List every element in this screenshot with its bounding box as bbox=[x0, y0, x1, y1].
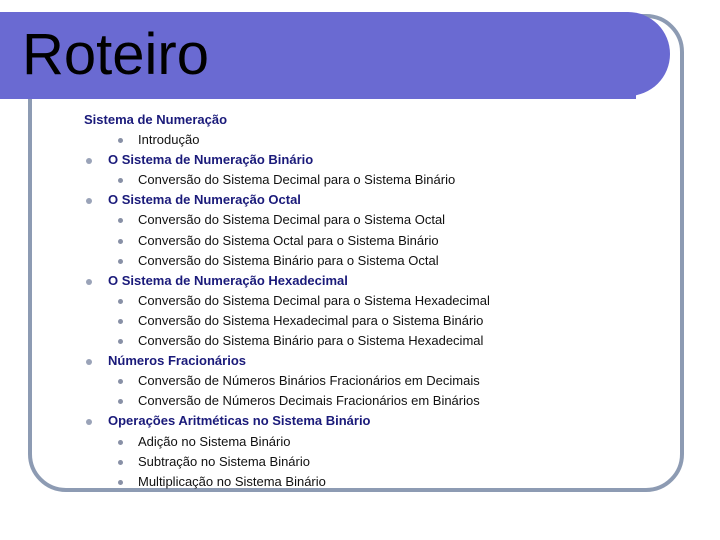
outline-text: Conversão do Sistema Binário para o Sistema Hexadecimal bbox=[138, 333, 484, 349]
outline-text: O Sistema de Numeração Octal bbox=[108, 192, 301, 208]
outline-list bbox=[82, 110, 682, 492]
bullet-dot-icon bbox=[118, 399, 123, 404]
outline-subitem bbox=[82, 170, 682, 190]
outline-text: Conversão de Números Decimais Fracionários em Binários bbox=[138, 393, 480, 409]
bullet-dot-icon bbox=[86, 158, 92, 164]
outline-text: Conversão do Sistema Binário para o Sistema Octal bbox=[138, 252, 439, 268]
bullet-dot-icon bbox=[118, 319, 123, 324]
outline-subitem bbox=[82, 130, 682, 150]
outline-text: Introdução bbox=[138, 132, 200, 148]
outline-subitem bbox=[82, 472, 682, 492]
outline-subitem bbox=[82, 251, 682, 271]
outline-subitem bbox=[82, 291, 682, 311]
outline-heading bbox=[82, 411, 682, 431]
outline-subitem bbox=[82, 391, 682, 411]
slide-title: Roteiro bbox=[22, 22, 209, 87]
outline-text: Conversão do Sistema Octal para o Sistema Binário bbox=[138, 232, 439, 248]
outline-text: Sistema de Numeração bbox=[84, 112, 228, 127]
bullet-dot-icon bbox=[118, 138, 123, 143]
outline-text: Conversão do Sistema Decimal para o Sistema Octal bbox=[138, 212, 446, 228]
outline-heading bbox=[82, 351, 682, 371]
outline-subitem bbox=[82, 311, 682, 331]
outline-text: O Sistema de Numeração Hexadecimal bbox=[108, 272, 348, 288]
outline-text: Operações Aritméticas no Sistema Binário bbox=[108, 413, 371, 429]
title-underline bbox=[0, 95, 636, 99]
outline-text: Multiplicação no Sistema Binário bbox=[138, 473, 326, 489]
bullet-dot-icon bbox=[118, 218, 123, 223]
outline-subitem bbox=[82, 371, 682, 391]
bullet-dot-icon bbox=[118, 239, 123, 244]
outline-heading bbox=[82, 190, 682, 210]
bullet-dot-icon bbox=[86, 419, 92, 425]
bullet-dot-icon bbox=[86, 198, 92, 204]
outline-subitem bbox=[82, 432, 682, 452]
outline-subitem bbox=[82, 231, 682, 251]
outline-subitem bbox=[82, 210, 682, 230]
outline-text: Subtração no Sistema Binário bbox=[138, 453, 310, 469]
bullet-dot-icon bbox=[118, 299, 123, 304]
outline-subitem bbox=[82, 452, 682, 472]
bullet-dot-icon bbox=[118, 480, 123, 485]
outline-text: Conversão do Sistema Decimal para o Sistema Binário bbox=[138, 172, 456, 188]
bullet-dot-icon bbox=[118, 178, 123, 183]
bullet-dot-icon bbox=[118, 460, 123, 465]
bullet-dot-icon bbox=[118, 379, 123, 384]
outline-text: O Sistema de Numeração Binário bbox=[108, 152, 314, 168]
outline-heading bbox=[82, 110, 682, 130]
outline-subitem bbox=[82, 331, 682, 351]
bullet-dot-icon bbox=[118, 259, 123, 264]
outline-text: Adição no Sistema Binário bbox=[138, 433, 291, 449]
outline-heading bbox=[82, 271, 682, 291]
bullet-dot-icon bbox=[118, 339, 123, 344]
bullet-dot-icon bbox=[86, 279, 92, 285]
outline-text: Números Fracionários bbox=[108, 353, 246, 369]
outline-text: Conversão de Números Binários Fracionários em Decimais bbox=[138, 373, 480, 389]
outline-heading bbox=[82, 150, 682, 170]
bullet-dot-icon bbox=[86, 359, 92, 365]
outline-text: Conversão do Sistema Hexadecimal para o Sistema Binário bbox=[138, 312, 484, 328]
bullet-dot-icon bbox=[118, 440, 123, 445]
outline-text: Conversão do Sistema Decimal para o Sistema Hexadecimal bbox=[138, 292, 490, 308]
